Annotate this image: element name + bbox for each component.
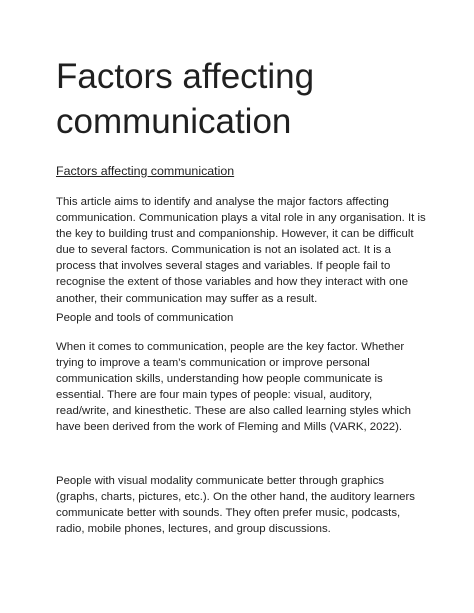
document-title: Factors affecting communication xyxy=(56,57,315,141)
people-paragraph: When it comes to communication, people are the key factor. Whether trying to improve a team’s communication or improve personal communication skills, understanding how people communicate is essential. There are four main types of people: visual, auditory, read/write, and kinesthetic. These are also called learning styles which have been derived from the work of Fleming and Mills (VARK, 2022). xyxy=(56,341,411,434)
modality-paragraph: People with visual modality communicate better through graphics (graphs, charts, pictures, etc.). On the other hand, the auditory learners communicate better with sounds. They often prefer music, podcasts, radio, mobile phones, lectures, and group discussions. xyxy=(56,475,415,536)
intro-paragraph: This article aims to identify and analyse the major factors affecting communication. Communication plays a vital role in any organisation. It is the key to building trust and companionship. However, it can be difficult due to several factors. Communication is not an isolated act. It is a process that involves several stages and variables. If people fail to recognise the extent of those variables and how they interact with one another, their communication may suffer as a result. xyxy=(56,196,426,305)
section-heading: People and tools of communication xyxy=(56,312,234,324)
document-subtitle: Factors affecting communication xyxy=(56,164,235,178)
